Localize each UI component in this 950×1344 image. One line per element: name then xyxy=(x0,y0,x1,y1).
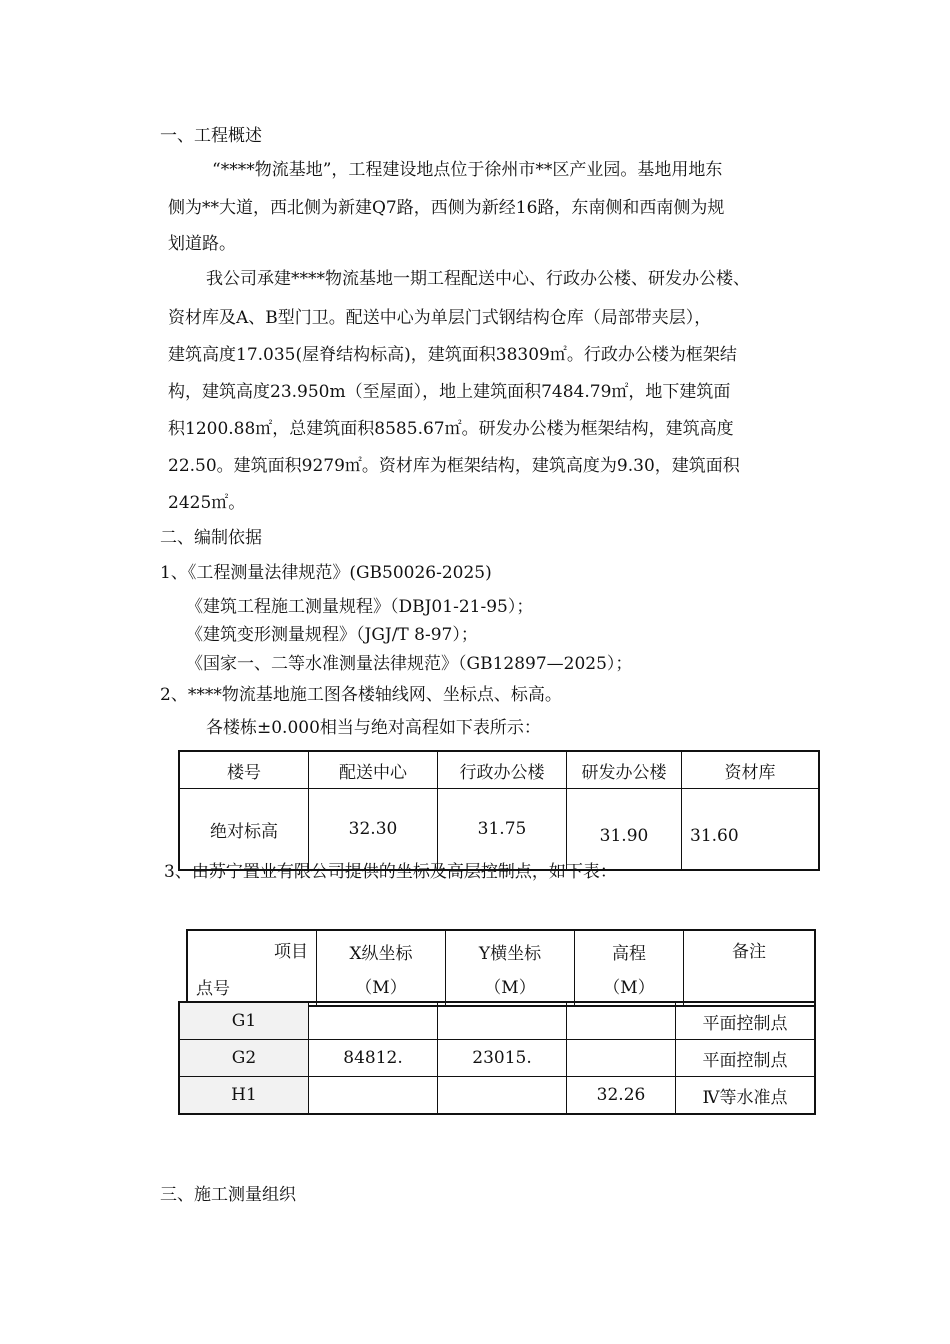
basis-item2: 2、****物流基地施工图各楼轴线网、坐标点、标高。 xyxy=(160,685,562,705)
para2-line6: 22.50。建筑面积9279㎡。资材库为框架结构，建筑高度为9.30，建筑面积 xyxy=(168,456,740,476)
para2-line7: 2425㎡。 xyxy=(168,493,246,513)
section2-heading: 二、编制依据 xyxy=(160,528,262,548)
table1-header-materials: 资材库 xyxy=(682,751,820,789)
point-note: Ⅳ等水准点 xyxy=(676,1077,816,1115)
corner-bottom-label: 点号 xyxy=(196,979,230,999)
table1-cell: 32.30 xyxy=(309,789,438,871)
para1-line3: 划道路。 xyxy=(168,234,236,254)
table-row xyxy=(179,1077,815,1115)
basis-item3: 3、由苏宁置业有限公司提供的坐标及高层控制点，如下表： xyxy=(164,862,617,882)
section3-heading: 三、施工测量组织 xyxy=(160,1185,296,1205)
control-points-table xyxy=(178,1001,816,1115)
para2-line3: 建筑高度17.035(屋脊结构标高)，建筑面积38309㎡。行政办公楼为框架结 xyxy=(168,345,737,365)
corner-cell xyxy=(187,930,317,1006)
table1-header-distribution: 配送中心 xyxy=(309,751,438,789)
table-row xyxy=(179,1040,815,1077)
table1-intro: 各楼栋±0.000相当与绝对高程如下表所示： xyxy=(206,718,541,738)
point-x: 84812. xyxy=(309,1040,438,1077)
col-note-header: 备注 xyxy=(684,930,816,1006)
table1-header-building: 楼号 xyxy=(179,751,309,789)
point-y: 23015. xyxy=(438,1040,567,1077)
para1-line1: “****物流基地”，工程建设地点位于徐州市**区产业园。基地用地东 xyxy=(212,160,723,180)
col-h-unit: （M） xyxy=(603,978,655,998)
point-note: 平面控制点 xyxy=(676,1040,816,1077)
point-y xyxy=(438,1077,567,1115)
para2-line2: 资材库及A、B型门卫。配送中心为单层门式钢结构仓库（局部带夹层）， xyxy=(168,308,712,328)
standard-3: 《国家一、二等水准测量法律规范》（GB12897—2025）； xyxy=(186,654,633,674)
point-h xyxy=(567,1002,676,1040)
col-x-label: X纵坐标 xyxy=(349,944,413,964)
section1-heading: 一、工程概述 xyxy=(160,126,262,146)
basis-item1: 1、《工程测量法律规范》(GB50026-2025) xyxy=(160,563,492,583)
table-row xyxy=(179,1002,815,1040)
para2-line5: 积1200.88㎡，总建筑面积8585.67㎡。研发办公楼为框架结构，建筑高度 xyxy=(168,419,734,439)
col-y-label: Y横坐标 xyxy=(478,944,542,964)
point-x xyxy=(309,1002,438,1040)
table1-header-rnd: 研发办公楼 xyxy=(567,751,682,789)
col-y-header xyxy=(446,930,575,1006)
col-h-label: 高程 xyxy=(612,944,646,964)
point-id: H1 xyxy=(179,1077,309,1115)
table1-cell: 31.90 xyxy=(567,789,682,871)
point-x xyxy=(309,1077,438,1115)
standard-1: 《建筑工程施工测量规程》（DBJ01-21-95）； xyxy=(186,597,534,617)
col-h-header xyxy=(575,930,684,1006)
table1-cell: 31.75 xyxy=(438,789,567,871)
elevation-table xyxy=(178,750,820,871)
table1-row-label: 绝对标高 xyxy=(179,789,309,871)
standard-2: 《建筑变形测量规程》（JGJ/T 8-97）； xyxy=(186,625,478,645)
corner-top-label: 项目 xyxy=(274,942,308,962)
table1-cell: 31.60 xyxy=(682,789,820,871)
para2-line4: 构，建筑高度23.950m（至屋面），地上建筑面积7484.79㎡，地下建筑面 xyxy=(168,382,731,402)
point-h: 32.26 xyxy=(567,1077,676,1115)
point-h xyxy=(567,1040,676,1077)
point-id: G1 xyxy=(179,1002,309,1040)
point-y xyxy=(438,1002,567,1040)
para1-line2: 侧为**大道，西北侧为新建Q7路，西侧为新经16路，东南侧和西南侧为规 xyxy=(168,198,725,218)
control-points-header xyxy=(186,929,816,1007)
point-id: G2 xyxy=(179,1040,309,1077)
point-note: 平面控制点 xyxy=(676,1002,816,1040)
col-x-header xyxy=(317,930,446,1006)
table1-header-admin: 行政办公楼 xyxy=(438,751,567,789)
col-y-unit: （M） xyxy=(484,978,536,998)
col-x-unit: （M） xyxy=(355,978,407,998)
para2-line1: 我公司承建****物流基地一期工程配送中心、行政办公楼、研发办公楼、 xyxy=(206,269,750,289)
